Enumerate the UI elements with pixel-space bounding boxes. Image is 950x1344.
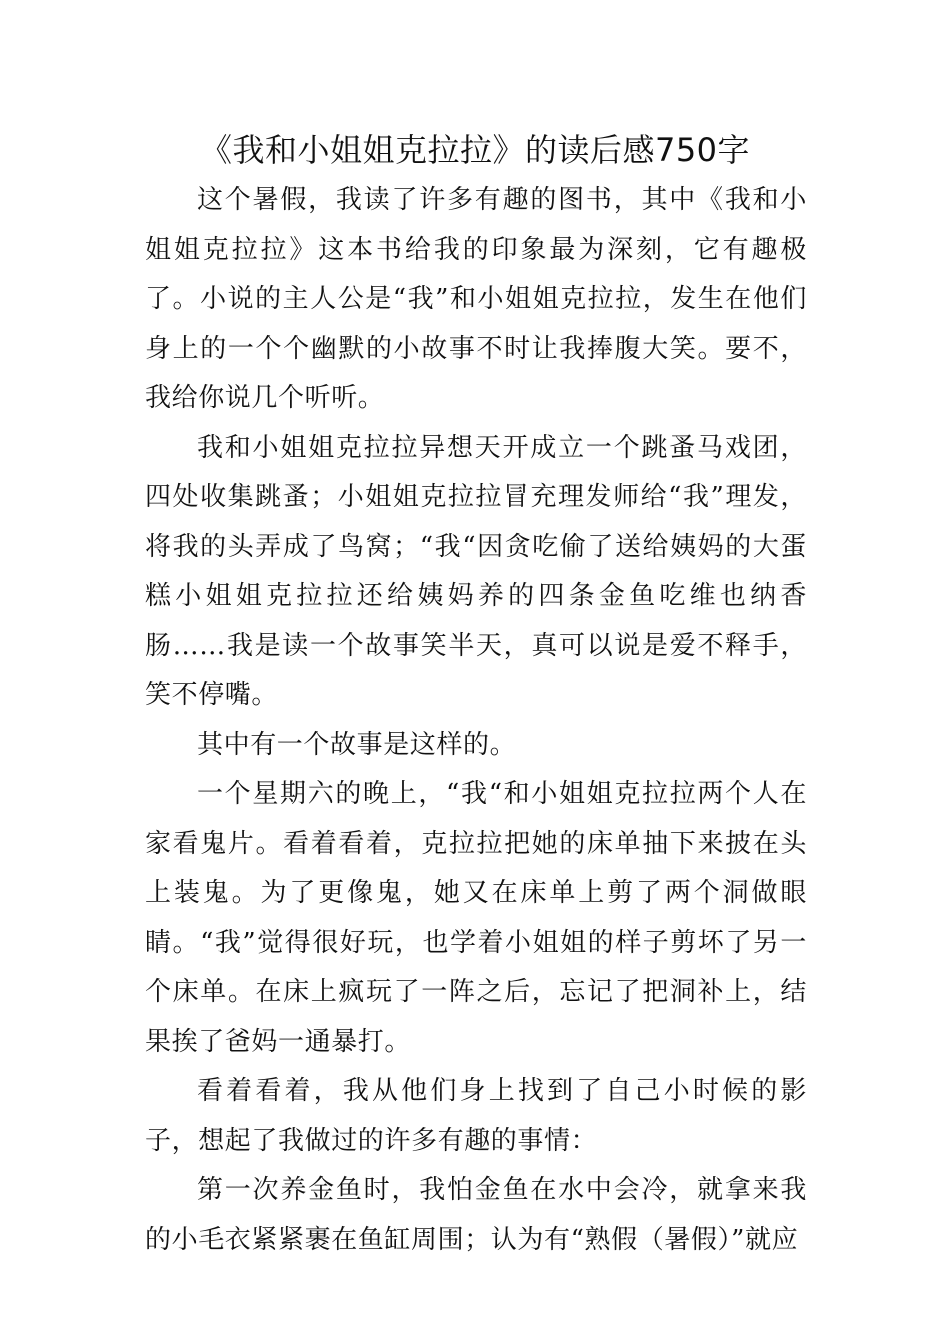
paragraph: 一个星期六的晚上，“我“和小姐姐克拉拉两个人在家看鬼片。看着看着，克拉拉把她的床单抽下来披在头上装鬼。为了更像鬼，她又在床单上剪了两个洞做眼睛。“我”觉得很好玩，也学着小姐姐的样子剪坏了另一个床单。在床上疯玩了一阵之后，忘记了把洞补上，结果挨了爸妈一通暴打。 xyxy=(145,779,807,1057)
paragraph: 第一次养金鱼时，我怕金鱼在水中会冷，就拿来我的小毛衣紧紧裹在鱼缸周围；认为有“熟假（暑假）”就应 xyxy=(145,1175,807,1255)
paragraph: 我和小姐姐克拉拉异想天开成立一个跳蚤马戏团，四处收集跳蚤；小姐姐克拉拉冒充理发师给“我”理发，将我的头弄成了鸟窝；“我“因贪吃偷了送给姨妈的大蛋糕小姐姐克拉拉还给姨妈养的四条金鱼吃维也纳香肠……我是读一个故事笑半天，真可以说是爱不释手，笑不停嘴。 xyxy=(145,432,807,710)
document-body xyxy=(145,176,807,1265)
paragraph: 其中有一个故事是这样的。 xyxy=(197,729,517,760)
paragraph: 这个暑假，我读了许多有趣的图书，其中《我和小姐姐克拉拉》这本书给我的印象最为深刻，它有趣极了。小说的主人公是“我”和小姐姐克拉拉，发生在他们身上的一个个幽默的小故事不时让我捧腹大笑。要不，我给你说几个听听。 xyxy=(145,185,807,413)
document-title: 《我和小姐姐克拉拉》的读后感750字 xyxy=(199,131,751,169)
paragraph: 看着看着，我从他们身上找到了自己小时候的影子，想起了我做过的许多有趣的事情： xyxy=(145,1076,807,1156)
